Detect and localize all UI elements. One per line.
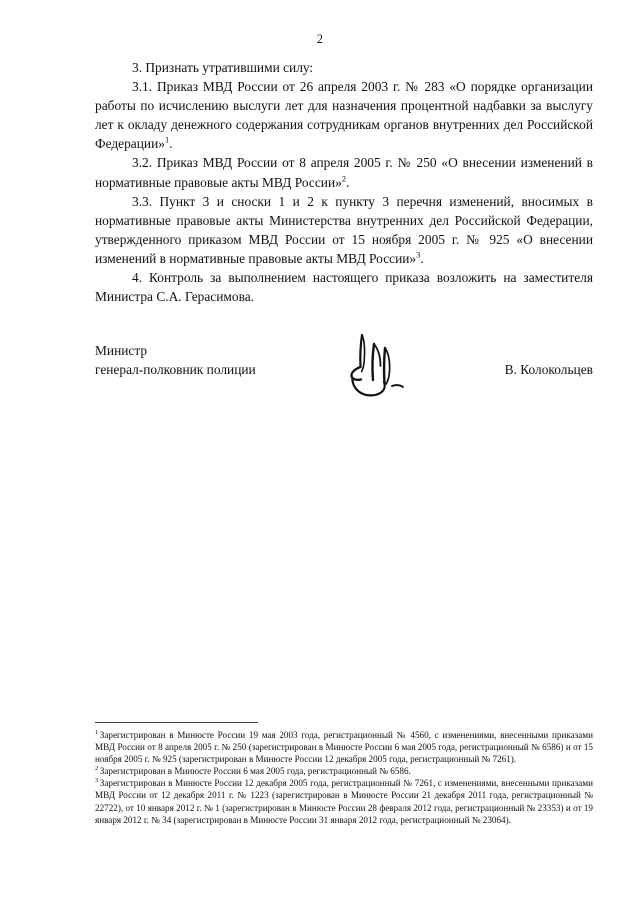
paragraph-text: 3.2. Приказ МВД России от 8 апреля 2005 г. № 250 «О внесении изменений в нормативные правовые акты МВД России» [95,155,593,190]
footnote-3 [95,777,593,825]
signatory-name: В. Колокольцев [504,362,593,378]
signatory-title-line-2: генерал-полковник полиции [95,362,256,378]
footnote-separator [95,722,258,723]
footnote-2 [95,765,593,777]
footnotes-section [95,729,593,826]
paragraph-item-4 [95,268,593,306]
paragraph-tail: . [346,174,350,190]
paragraph-item-3-2 [95,153,593,191]
footnote-marker-2: 2 [341,174,346,184]
signatory-title-line-1: Министр [95,343,148,358]
footnote-text: Зарегистрирован в Минюсте России 6 мая 2005 года, регистрационный № 6586. [99,766,411,777]
document-body [95,58,593,306]
paragraph-text: 3.1. Приказ МВД России от 26 апреля 2003 г. № 283 «О порядке организации работы по исчислению выслуги лет для назначения процентной надбавки за выслугу лет к окладу денежного содержания сотрудникам органов внутренних дел Российской Федерации» [95,79,593,152]
paragraph-item-3-3 [95,192,593,268]
footnote-marker-3: 3 [416,250,421,260]
footnote-text: Зарегистрирован в Минюсте России 12 декабря 2005 года, регистрационный № 7261, с изменениями, внесенными приказами МВД России от 12 декабря 2011 г. № 1223 (зарегистрирован в Минюсте России 21 декабря 2011 года, регистрационный № 22722), от 10 января 2012 г. № 1 (зарегистрирован в Минюсте России 28 февраля 2012 года, регистрационный № 23353) и от 19 января 2012 г. № 34 (зарегистрирован в Минюсте России 31 января 2012 года, регистрационный № 23064). [95,778,593,825]
footnote-1 [95,729,593,765]
paragraph-item-3 [95,58,593,77]
paragraph-text: 4. Контроль за выполнением настоящего приказа возложить на заместителя Министра С.А. Герасимова. [95,270,593,305]
signature-row [95,341,593,379]
signatory-title [95,341,256,379]
page-number: 2 [316,32,324,46]
footnote-number: 1 [95,728,99,736]
paragraph-text: 3. Признать утратившими силу: [132,60,314,75]
footnote-number: 3 [95,777,99,785]
paragraph-text: 3.3. Пункт 3 и сноски 1 и 2 к пункту 3 перечня изменений, вносимых в нормативные правовые акты Министерства внутренних дел Российской Федерации, утвержденного приказом МВД России от 15 ноября 2005 г. № 925 «О внесении изменений в нормативные правовые акты МВД России» [95,193,593,266]
paragraph-tail: . [420,250,424,266]
signature-block [95,341,593,379]
footnote-number: 2 [95,765,99,773]
footnote-marker-1: 1 [164,135,170,145]
paragraph-tail: . [169,136,173,152]
paragraph-item-3-1 [95,77,593,153]
footnote-text: Зарегистрирован в Минюсте России 19 мая 2003 года, регистрационный № 4560, с изменениями, внесенными приказами МВД России от 8 апреля 2005 г. № 250 (зарегистрирован в Минюсте России 6 мая 2005 года, регистрационный № 6586) и от 15 ноября 2005 г. № 925 (зарегистрирован в Минюсте России 12 декабря 2005 года, регистрационный № 7261). [95,730,593,765]
